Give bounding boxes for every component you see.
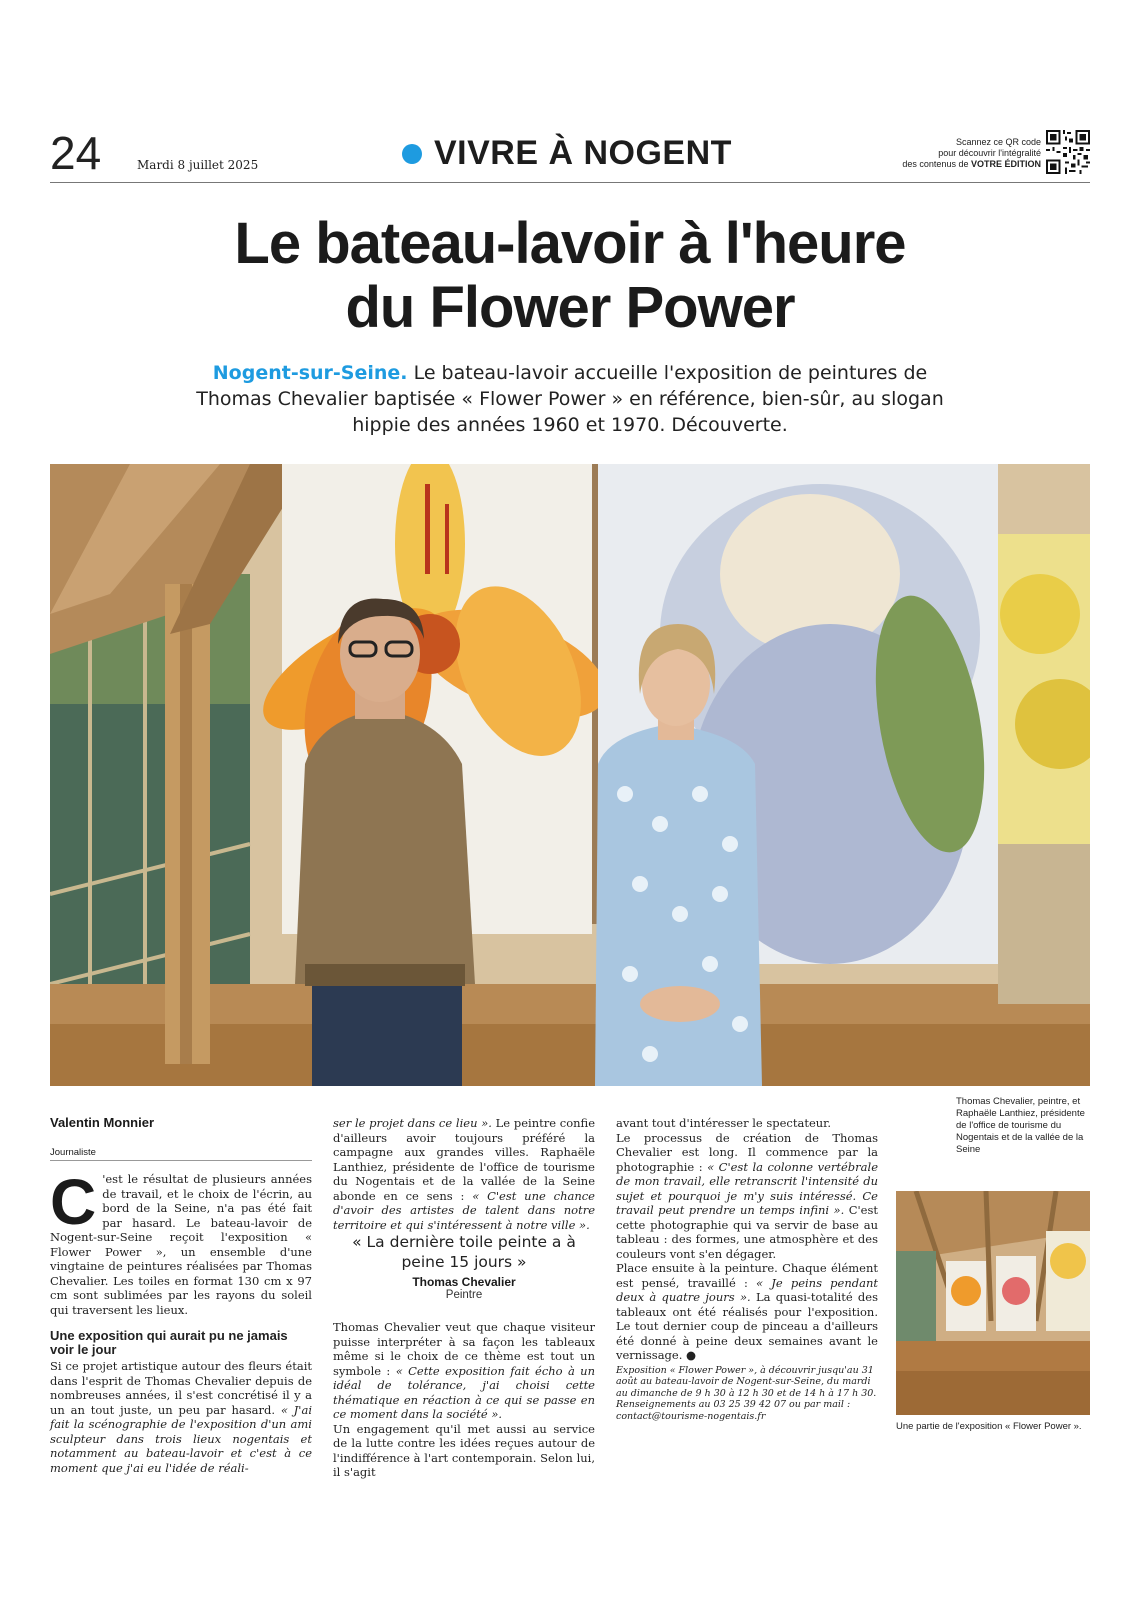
pull-quote-text: « La dernière toile peinte a à peine 15 jours » xyxy=(352,1233,576,1271)
qr-line-3 xyxy=(835,159,1041,170)
col3-quote-2: « Je peins pendant deux à quatre jours ». xyxy=(616,1275,878,1304)
page-number: 24 xyxy=(50,127,102,179)
drop-cap: C xyxy=(50,1166,97,1238)
qr-instructions xyxy=(835,137,1041,170)
lead-place: Nogent-sur-Seine. xyxy=(212,362,408,384)
publication-date: Mardi 8 juillet 2025 xyxy=(137,158,259,172)
author-rule xyxy=(50,1160,312,1161)
header-rule xyxy=(50,182,1090,183)
author-name: Valentin Monnier xyxy=(50,1115,155,1130)
headline xyxy=(50,212,1090,340)
headline-line-1: Le bateau-lavoir à l'heure xyxy=(234,211,906,276)
col1-quote: « J'ai fait la scénographie de l'exposition d'un ami sculpteur dans trois lieux nogentais et notamment au bateau-lavoir et c'est à ce moment que j'ai eu l'idée de réali- xyxy=(50,1402,312,1475)
col3-quote-1: « C'est la colonne vertébrale de mon travail, elle retranscrit l'intensité du sujet et pourquoi je m'y suis intéressé. Ce travail peut prendre un temps infini ». xyxy=(616,1159,879,1217)
col2-paragraph-3: Un engagement qu'il met aussi au service de la lutte contre les idées reçues autour de l'indifférence à l'art contemporain. Selon lui, il s'agit xyxy=(333,1421,595,1479)
col3-paragraph-2: Le processus de création de Thomas Chevalier est long. Il commence par la photographie : xyxy=(616,1130,878,1174)
paragraph xyxy=(616,1131,878,1262)
section-title-text: VIVRE À NOGENT xyxy=(434,134,732,172)
column-1 xyxy=(50,1166,312,1475)
qr-line-2: pour découvrir l'intégralité xyxy=(938,148,1041,158)
qr-edition: VOTRE ÉDITION xyxy=(970,159,1041,169)
column-2-continued xyxy=(333,1320,595,1480)
pull-quote-author: Thomas Chevalier xyxy=(412,1275,516,1289)
pull-quote xyxy=(333,1232,595,1301)
qr-code-icon[interactable] xyxy=(1046,130,1090,174)
col3-paragraph-1: avant tout d'intéresser le spectateur. xyxy=(616,1116,832,1130)
column-2 xyxy=(333,1116,595,1232)
col2-quote-2: « C'est une chance d'avoir des artistes de talent dans notre territoire et qui s'intéressent à notre ville ». xyxy=(333,1188,595,1232)
subheading: Une exposition qui aurait pu ne jamais voir le jour xyxy=(50,1328,288,1357)
paragraph xyxy=(50,1359,312,1475)
col1-paragraph-1: 'est le résultat de plusieurs années de travail, et le choix de l'écrin, au bord de la Seine, n'a pas été fait par hasard. Le bateau-lavoir de Nogent-sur-Seine reçoit l'exposition « Flower Power », un ensemble d'une vingtaine de peintures réalisées par Thomas Chevalier. Les toiles en format 130 cm x 97 cm sont sublimées par les rayons du soleil qui traversent les lieux. xyxy=(50,1172,312,1317)
lead-text: Le bateau-lavoir accueille l'exposition de peintures de Thomas Chevalier baptisée « Flower Power » en référence, bien-sûr, au slogan hippie des années 1960 et 1970. Découverte. xyxy=(196,362,944,436)
author-role: Journaliste xyxy=(50,1147,96,1158)
headline-line-2: du Flower Power xyxy=(345,275,795,340)
paragraph xyxy=(333,1116,595,1232)
col2-paragraph-1: Le peintre confie d'ailleurs avoir toujours préféré la campagne aux grandes villes. Raphaële Lanthiez, présidente de l'office de tourisme du Nogentais et de la vallée de la Seine abonde en ce sens : xyxy=(333,1116,596,1203)
paragraph xyxy=(616,1261,878,1363)
col3-paragraph-2b: C'est cette photographie qui va servir de base au tableau : des formes, une atmosphère et des couleurs vont s'en dégager. xyxy=(616,1203,878,1261)
practical-info: Exposition « Flower Power », à découvrir jusqu'au 31 août au bateau-lavoir de Nogent-sur-Seine, du mardi au dimanche de 9 h 30 à 12 h 30 et de 14 h à 17 h 30. Renseignements au 03 25 39 42 07 ou par mail : contact@tourisme-nogentais.fr xyxy=(616,1364,877,1422)
exhibition-photo xyxy=(896,1191,1090,1415)
col2-quote-1: ser le projet dans ce lieu ». xyxy=(333,1116,492,1130)
lead-paragraph xyxy=(180,360,960,438)
qr-line-1: Scannez ce QR code xyxy=(955,137,1041,147)
pull-quote-role: Peintre xyxy=(445,1289,483,1301)
col2-paragraph-2: Thomas Chevalier veut que chaque visiteur puisse interpréter à sa façon les tableaux même si le choix de ce thème est tout un symbole : xyxy=(333,1320,595,1378)
section-dot-icon xyxy=(402,144,422,164)
col1-paragraph-2: Si ce projet artistique autour des fleurs était dans l'esprit de Thomas Chevalier depuis de nombreuses années, il s'est concrétisé il y a un an tout juste, un peu par hasard. xyxy=(50,1359,312,1417)
main-photo xyxy=(50,464,1090,1086)
section-title xyxy=(402,134,732,173)
exhibition-photo-caption: Une partie de l'exposition « Flower Power ». xyxy=(896,1421,1082,1432)
col3-paragraph-3b: La quasi-totalité des tableaux ont été réalisés pour l'exposition. Le tout dernier coup de pinceau a d'ailleurs été donné à peine deux semaines avant le vernissage. ● xyxy=(616,1290,878,1362)
qr-line-3-text: des contenus de xyxy=(902,159,969,169)
col2-quote-3: « Cette exposition fait écho à un idéal de tolérance, j'ai choisi cette thématique en réaction à ce qui se passe en ce moment dans la société ». xyxy=(333,1363,595,1421)
column-3 xyxy=(616,1116,878,1422)
col3-paragraph-3: Place ensuite à la peinture. Chaque élément est pensé, travaillé : xyxy=(616,1261,878,1290)
paragraph xyxy=(50,1166,312,1317)
main-photo-caption: Thomas Chevalier, peintre, et Raphaële Lanthiez, présidente de l'office de tourisme du Nogentais et de la vallée de la Seine xyxy=(956,1096,1085,1155)
paragraph xyxy=(333,1320,595,1422)
